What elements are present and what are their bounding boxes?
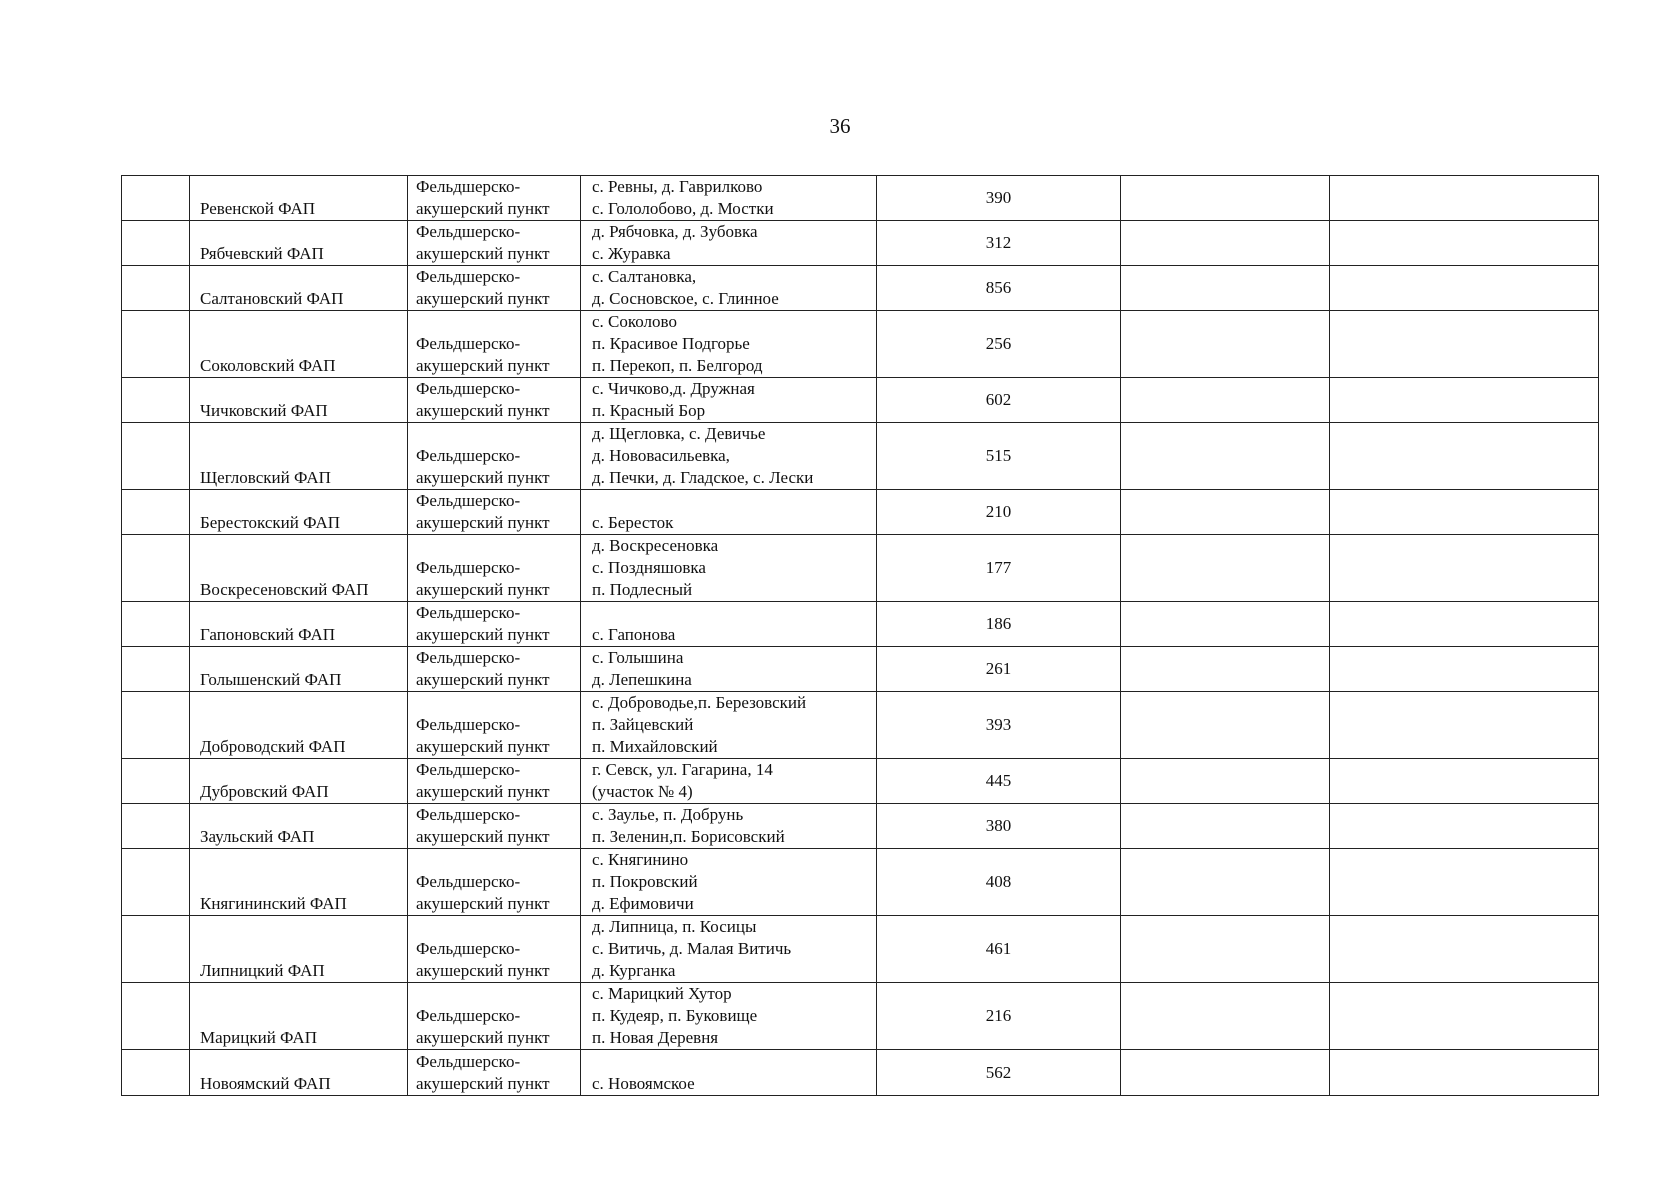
fap-name: Липницкий ФАП [200, 961, 325, 980]
facility-type-cell [408, 378, 581, 423]
row-number-cell [122, 983, 190, 1050]
table-row [122, 647, 1599, 692]
served-settlements-cell [581, 983, 877, 1050]
empty-cell [1330, 378, 1599, 423]
facility-type-line: акушерский пункт [416, 894, 550, 913]
fap-name-cell [190, 849, 408, 916]
empty-cell [1121, 266, 1330, 311]
population-count-cell [877, 983, 1121, 1050]
fap-name: Дубровский ФАП [200, 782, 329, 801]
fap-name-cell [190, 692, 408, 759]
fap-table [121, 175, 1599, 1096]
settlement-line: п. Михайловский [592, 737, 718, 756]
served-settlements-cell [581, 535, 877, 602]
facility-type-line: акушерский пункт [416, 199, 550, 218]
population-count: 380 [985, 816, 1012, 835]
settlement-line: с. Голышина [592, 648, 684, 667]
population-count-cell [877, 423, 1121, 490]
settlement-line: с. Соколово [592, 312, 677, 331]
settlement-line: с. Доброводье,п. Березовский [592, 693, 807, 712]
population-count-cell [877, 759, 1121, 804]
population-count-cell [877, 378, 1121, 423]
population-count: 515 [985, 446, 1012, 465]
row-number-cell [122, 1050, 190, 1096]
facility-type-line: Фельдшерско- [416, 872, 521, 891]
facility-type-line: акушерский пункт [416, 1074, 550, 1093]
fap-name-cell [190, 423, 408, 490]
facility-type-line: акушерский пункт [416, 244, 550, 263]
empty-cell [1121, 602, 1330, 647]
table-row [122, 311, 1599, 378]
empty-cell [1121, 423, 1330, 490]
settlement-line: с. Заулье, п. Добрунь [592, 805, 744, 824]
fap-name: Марицкий ФАП [200, 1028, 317, 1047]
table-row [122, 423, 1599, 490]
served-settlements-cell [581, 176, 877, 221]
facility-type-line: Фельдшерско- [416, 177, 521, 196]
facility-type-cell [408, 647, 581, 692]
population-count: 177 [985, 558, 1012, 577]
served-settlements-cell [581, 647, 877, 692]
settlement-line: п. Зеленин,п. Борисовский [592, 827, 785, 846]
fap-name-cell [190, 647, 408, 692]
empty-cell [1121, 378, 1330, 423]
served-settlements-cell [581, 311, 877, 378]
facility-type-line: акушерский пункт [416, 356, 550, 375]
settlement-line: с. Журавка [592, 244, 671, 263]
facility-type-line: акушерский пункт [416, 827, 550, 846]
empty-cell [1121, 849, 1330, 916]
fap-name-cell [190, 535, 408, 602]
empty-cell [1330, 804, 1599, 849]
population-count-cell [877, 490, 1121, 535]
facility-type-line: Фельдшерско- [416, 379, 521, 398]
settlement-line: д. Сосновское, с. Глинное [592, 289, 779, 308]
facility-type-cell [408, 759, 581, 804]
row-number-cell [122, 849, 190, 916]
population-count: 216 [985, 1006, 1012, 1025]
population-count: 856 [985, 278, 1012, 297]
population-count-cell [877, 692, 1121, 759]
facility-type-line: акушерский пункт [416, 468, 550, 487]
facility-type-cell [408, 490, 581, 535]
empty-cell [1121, 1050, 1330, 1096]
empty-cell [1121, 759, 1330, 804]
facility-type-line: акушерский пункт [416, 1028, 550, 1047]
row-number-cell [122, 490, 190, 535]
population-count: 390 [985, 188, 1012, 207]
facility-type-line: Фельдшерско- [416, 267, 521, 286]
row-number-cell [122, 804, 190, 849]
fap-name: Ревенской ФАП [200, 199, 316, 218]
empty-cell [1121, 804, 1330, 849]
facility-type-line: Фельдшерско- [416, 1006, 521, 1025]
served-settlements-cell [581, 266, 877, 311]
fap-name-cell [190, 759, 408, 804]
population-count: 461 [985, 939, 1012, 958]
empty-cell [1330, 692, 1599, 759]
served-settlements-cell [581, 759, 877, 804]
table-row [122, 1050, 1599, 1096]
population-count: 256 [985, 334, 1012, 353]
facility-type-cell [408, 535, 581, 602]
settlement-line: с. Ревны, д. Гаврилково [592, 177, 763, 196]
fap-name: Княгининский ФАП [200, 894, 347, 913]
row-number-cell [122, 602, 190, 647]
settlement-line: с. Поздняшовка [592, 558, 706, 577]
fap-name: Чичковский ФАП [200, 401, 328, 420]
population-count-cell [877, 916, 1121, 983]
table-row [122, 176, 1599, 221]
facility-type-line: акушерский пункт [416, 737, 550, 756]
empty-cell [1330, 759, 1599, 804]
empty-cell [1330, 535, 1599, 602]
settlement-line: д. Печки, д. Гладское, с. Лески [592, 468, 814, 487]
empty-cell [1330, 1050, 1599, 1096]
population-count: 562 [985, 1062, 1012, 1082]
population-count-cell [877, 602, 1121, 647]
table-row [122, 378, 1599, 423]
empty-cell [1330, 983, 1599, 1050]
population-count: 261 [985, 659, 1012, 678]
facility-type-cell [408, 1050, 581, 1096]
served-settlements-cell [581, 423, 877, 490]
facility-type-line: Фельдшерско- [416, 446, 521, 465]
facility-type-line: акушерский пункт [416, 513, 550, 532]
settlement-line: д. Лепешкина [592, 670, 692, 689]
settlement-line: с. Салтановка, [592, 267, 697, 286]
served-settlements-cell [581, 849, 877, 916]
facility-type-cell [408, 916, 581, 983]
settlement-line: д. Нововасильевка, [592, 446, 730, 465]
settlement-line: с. Марицкий Хутор [592, 984, 732, 1003]
settlement-line: с. Новоямское [592, 1074, 695, 1093]
fap-name: Голышенский ФАП [200, 670, 342, 689]
facility-type-line: Фельдшерско- [416, 558, 521, 577]
facility-type-line: Фельдшерско- [416, 715, 521, 734]
table-row [122, 266, 1599, 311]
settlement-line: с. Бересток [592, 513, 674, 532]
facility-type-line: Фельдшерско- [416, 939, 521, 958]
population-count-cell [877, 849, 1121, 916]
empty-cell [1121, 647, 1330, 692]
fap-name: Салтановский ФАП [200, 289, 344, 308]
settlement-line: д. Курганка [592, 961, 676, 980]
facility-type-line: Фельдшерско- [416, 648, 521, 667]
facility-type-cell [408, 804, 581, 849]
served-settlements-cell [581, 378, 877, 423]
fap-name: Соколовский ФАП [200, 356, 336, 375]
fap-name-cell [190, 983, 408, 1050]
empty-cell [1330, 849, 1599, 916]
population-count: 445 [985, 771, 1012, 790]
row-number-cell [122, 692, 190, 759]
fap-name-cell [190, 378, 408, 423]
served-settlements-cell [581, 1050, 877, 1096]
row-number-cell [122, 311, 190, 378]
empty-cell [1121, 692, 1330, 759]
facility-type-line: акушерский пункт [416, 670, 550, 689]
facility-type-line: Фельдшерско- [416, 334, 521, 353]
fap-name-cell [190, 602, 408, 647]
population-count: 602 [985, 390, 1012, 409]
empty-cell [1121, 535, 1330, 602]
served-settlements-cell [581, 804, 877, 849]
facility-type-line: Фельдшерско- [416, 760, 521, 779]
population-count: 408 [985, 872, 1012, 891]
settlement-line: п. Перекоп, п. Белгород [592, 356, 763, 375]
facility-type-cell [408, 692, 581, 759]
served-settlements-cell [581, 490, 877, 535]
settlement-line: с. Гололобово, д. Мостки [592, 199, 774, 218]
facility-type-line: Фельдшерско- [416, 222, 521, 241]
settlement-line: с. Чичково,д. Дружная [592, 379, 755, 398]
row-number-cell [122, 647, 190, 692]
table-body [122, 176, 1599, 1096]
empty-cell [1330, 916, 1599, 983]
fap-name: Заульский ФАП [200, 827, 315, 846]
empty-cell [1330, 423, 1599, 490]
table-row [122, 849, 1599, 916]
population-count: 393 [985, 715, 1012, 734]
facility-type-line: Фельдшерско- [416, 805, 521, 824]
population-count-cell [877, 221, 1121, 266]
page-number: 36 [829, 114, 851, 138]
facility-type-cell [408, 311, 581, 378]
table-row [122, 916, 1599, 983]
table-row [122, 983, 1599, 1050]
facility-type-line: Фельдшерско- [416, 1052, 521, 1071]
row-number-cell [122, 176, 190, 221]
facility-type-cell [408, 602, 581, 647]
empty-cell [1121, 176, 1330, 221]
table-row [122, 490, 1599, 535]
fap-name-cell [190, 176, 408, 221]
served-settlements-cell [581, 602, 877, 647]
settlement-line: п. Кудеяр, п. Буковище [592, 1006, 758, 1025]
fap-name: Рябчевский ФАП [200, 244, 324, 263]
empty-cell [1121, 221, 1330, 266]
row-number-cell [122, 378, 190, 423]
fap-name-cell [190, 490, 408, 535]
row-number-cell [122, 423, 190, 490]
settlement-line: д. Рябчовка, д. Зубовка [592, 222, 758, 241]
facility-type-line: акушерский пункт [416, 961, 550, 980]
population-count-cell [877, 1050, 1121, 1096]
settlement-line: д. Липница, п. Косицы [592, 917, 757, 936]
population-count-cell [877, 804, 1121, 849]
population-count-cell [877, 647, 1121, 692]
facility-type-line: акушерский пункт [416, 289, 550, 308]
settlement-line: д. Ефимовичи [592, 894, 694, 913]
facility-type-line: акушерский пункт [416, 625, 550, 644]
facility-type-line: Фельдшерско- [416, 491, 521, 510]
fap-name-cell [190, 916, 408, 983]
empty-cell [1330, 647, 1599, 692]
fap-name: Воскресеновский ФАП [200, 580, 369, 599]
empty-cell [1330, 311, 1599, 378]
row-number-cell [122, 535, 190, 602]
settlement-line: с. Княгинино [592, 850, 689, 869]
settlement-line: д. Щегловка, с. Девичье [592, 424, 766, 443]
population-count-cell [877, 266, 1121, 311]
empty-cell [1330, 602, 1599, 647]
row-number-cell [122, 759, 190, 804]
settlement-line: д. Воскресеновка [592, 536, 719, 555]
population-count: 210 [985, 502, 1012, 521]
settlement-line: п. Покровский [592, 872, 698, 891]
served-settlements-cell [581, 916, 877, 983]
fap-name: Берестокский ФАП [200, 513, 341, 532]
facility-type-cell [408, 266, 581, 311]
empty-cell [1330, 221, 1599, 266]
table-row [122, 602, 1599, 647]
row-number-cell [122, 266, 190, 311]
empty-cell [1121, 311, 1330, 378]
facility-type-cell [408, 849, 581, 916]
settlement-line: п. Зайцевский [592, 715, 694, 734]
table-row [122, 692, 1599, 759]
fap-name: Щегловский ФАП [200, 468, 331, 487]
fap-name: Гапоновский ФАП [200, 625, 336, 644]
empty-cell [1330, 266, 1599, 311]
fap-name-cell [190, 221, 408, 266]
population-count-cell [877, 535, 1121, 602]
facility-type-line: Фельдшерско- [416, 603, 521, 622]
facility-type-line: акушерский пункт [416, 580, 550, 599]
facility-type-cell [408, 176, 581, 221]
empty-cell [1121, 916, 1330, 983]
fap-name: Новоямский ФАП [200, 1074, 331, 1093]
facility-type-cell [408, 983, 581, 1050]
table-row [122, 535, 1599, 602]
fap-name-cell [190, 311, 408, 378]
fap-name-cell [190, 804, 408, 849]
settlement-line: с. Витичь, д. Малая Витичь [592, 939, 792, 958]
row-number-cell [122, 221, 190, 266]
fap-name-cell [190, 266, 408, 311]
fap-name-cell [190, 1050, 408, 1096]
population-count-cell [877, 176, 1121, 221]
table-row [122, 221, 1599, 266]
population-count-cell [877, 311, 1121, 378]
population-count: 312 [985, 233, 1012, 252]
facility-type-line: акушерский пункт [416, 401, 550, 420]
settlement-line: г. Севск, ул. Гагарина, 14 [592, 760, 773, 779]
settlement-line: с. Гапонова [592, 625, 676, 644]
settlement-line: п. Красивое Подгорье [592, 334, 750, 353]
empty-cell [1121, 490, 1330, 535]
row-number-cell [122, 916, 190, 983]
empty-cell [1330, 490, 1599, 535]
fap-name: Доброводский ФАП [200, 737, 346, 756]
served-settlements-cell [581, 221, 877, 266]
table-row [122, 759, 1599, 804]
empty-cell [1330, 176, 1599, 221]
served-settlements-cell [581, 692, 877, 759]
settlement-line: п. Красный Бор [592, 401, 706, 420]
empty-cell [1121, 983, 1330, 1050]
facility-type-line: акушерский пункт [416, 782, 550, 801]
facility-type-cell [408, 423, 581, 490]
facility-type-cell [408, 221, 581, 266]
settlement-line: п. Подлесный [592, 580, 693, 599]
settlement-line: п. Новая Деревня [592, 1028, 719, 1047]
table-row [122, 804, 1599, 849]
settlement-line: (участок № 4) [592, 782, 693, 801]
population-count: 186 [985, 614, 1012, 633]
